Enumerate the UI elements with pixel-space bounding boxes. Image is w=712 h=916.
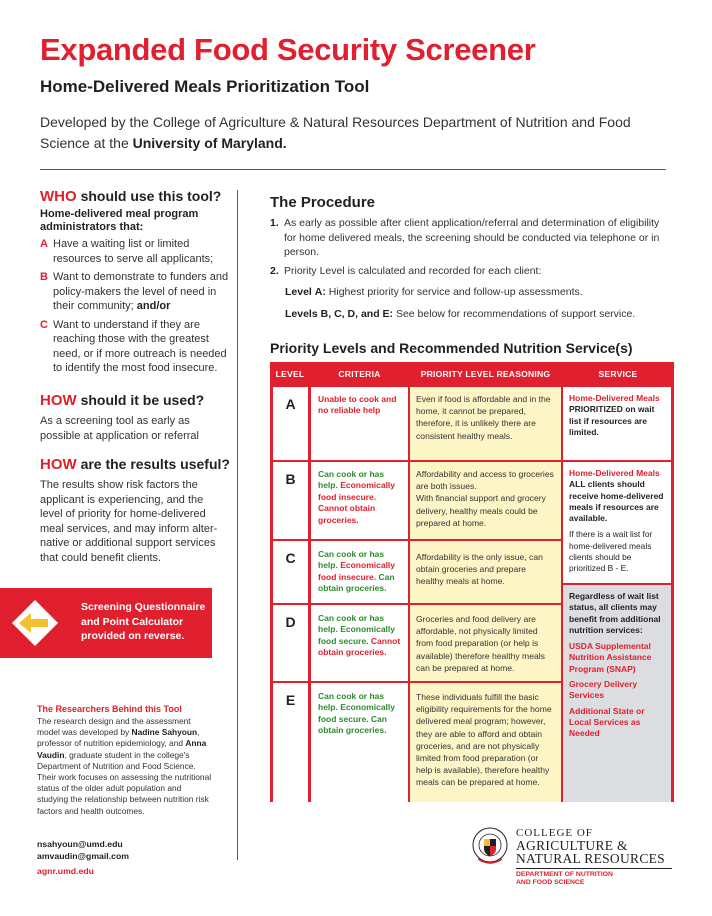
reasoning-cell: Affordability is the only issue, can obtain groceries and prepare healthy meals at home. bbox=[410, 541, 561, 603]
arrow-left-icon bbox=[6, 594, 64, 652]
criteria-cell: Can cook or has help. Economically food insecure. Cannot obtain groceries. bbox=[311, 462, 408, 539]
developer-text: Developed by the College of Agriculture & Natural Resources Department of Nutrition and Food Science at the bbox=[40, 114, 631, 151]
level-cell: D bbox=[273, 605, 308, 681]
level-cell: E bbox=[273, 683, 308, 802]
criteria-cell: Can cook or has help. Economically food secure. Can obtain groceries. bbox=[311, 683, 408, 802]
service-cell: Home-Delivered Meals PRIORITIZED on wait list if resources are limited. bbox=[563, 387, 671, 460]
page-title: Expanded Food Security Screener bbox=[40, 32, 536, 67]
who-heading: WHO should use this tool? bbox=[40, 188, 222, 205]
college-logo bbox=[472, 827, 672, 887]
how-useful-heading: HOW are the results useful? bbox=[40, 456, 230, 473]
procedure-title: The Procedure bbox=[270, 194, 376, 211]
table-title: Priority Levels and Recommended Nutrition Service(s) bbox=[270, 340, 633, 356]
reasoning-cell: Affordability and access to groceries are both issues. With financial support and grocery delivery, healthy meals could be prepared at home. bbox=[410, 462, 561, 539]
procedure-step: 2. Priority Level is calculated and recorded for each client: bbox=[270, 265, 542, 277]
level-a-description: Level A: Highest priority for service and follow-up assessments. bbox=[285, 286, 583, 298]
table-header: LEVEL bbox=[275, 369, 305, 379]
logo-divider bbox=[516, 868, 672, 869]
list-item: A Have a waiting list or limited resources to serve all applicants; bbox=[40, 238, 214, 265]
how-used-heading: HOW should it be used? bbox=[40, 392, 205, 409]
column-divider bbox=[237, 190, 238, 860]
criteria-cell: Can cook or has help. Economically food secure. Cannot obtain groceries. bbox=[311, 605, 408, 681]
page-subtitle: Home-Delivered Meals Prioritization Tool bbox=[40, 77, 370, 96]
criteria-cell: Unable to cook and no reliable help bbox=[311, 387, 408, 460]
level-cell: B bbox=[273, 462, 308, 539]
email-link[interactable]: amvaudin@gmail.com bbox=[37, 851, 129, 861]
levels-bcde-description: Levels B, C, D, and E: See below for recommendations of support service. bbox=[285, 308, 636, 320]
contacts bbox=[37, 838, 129, 877]
university-seal-icon bbox=[472, 827, 508, 869]
who-intro: Home-delivered meal program administrators that: bbox=[40, 208, 199, 233]
level-cell: A bbox=[273, 387, 308, 460]
list-item: B Want to demonstrate to funders and policy-makers the level of need in their community; and/or bbox=[40, 271, 229, 312]
criteria-cell: Can cook or has help. Economically food insecure. Can obtain groceries. bbox=[311, 541, 408, 603]
list-item: C Want to understand if they are reaching those with the greatest need, or if more outreach is needed to identify the most food insecure. bbox=[40, 318, 227, 374]
reasoning-cell: These individuals fulfill the basic eligibility requirements for the home delivered meal program; however, they are able to afford and obtain groceries, and are not physically limited from food preparation (or help is available), therefore healthy meals can be prepared at home. bbox=[410, 683, 561, 802]
logo-department: DEPARTMENT OF NUTRITION bbox=[516, 871, 613, 878]
logo-department: AND FOOD SCIENCE bbox=[516, 879, 585, 886]
reasoning-cell: Groceries and food delivery are affordable, not physically limited from food preparation (or help is available) therefore healthy meals can be prepared at home. bbox=[410, 605, 561, 681]
university-name: University of Maryland. bbox=[132, 135, 287, 151]
table-header: PRIORITY LEVEL REASONING bbox=[420, 369, 551, 379]
researchers-text: The research design and the assessment model was developed by Nadine Sahyoun, professor of nutrition epidemiology, and Anna Vaudin, graduate student in the college's Department of Nutrition and Food Science. Their work focuses on assessing the nutritional status of the older adult population and studying the relationship between nutrition risk factors and health outcomes. bbox=[37, 716, 212, 816]
reverse-callout bbox=[0, 588, 212, 658]
developer-statement bbox=[40, 112, 680, 154]
email-link[interactable]: nsahyoun@umd.edu bbox=[37, 839, 123, 849]
logo-line: COLLEGE OF bbox=[516, 827, 593, 839]
website-link[interactable]: agnr.umd.edu bbox=[37, 866, 94, 876]
service-cell: Home-Delivered Meals ALL clients should receive home-delivered meals if resources are available. If there is a wait list for home-delivered meals clients should be prioritized B - E. bbox=[563, 462, 671, 583]
header-divider bbox=[40, 169, 666, 170]
how-useful-text: The results show risk factors the applicant is experiencing, and the level of priority for home-delivered meal services, and may inform alter-native or additional support services that could benefit clients. bbox=[40, 479, 218, 564]
reasoning-cell: Even if food is affordable and in the home, it cannot be prepared, therefore, it is unlikely there are consistent healthy meals. bbox=[410, 387, 561, 460]
how-used-text: As a screening tool as early as possible at application or referral bbox=[40, 415, 199, 442]
logo-line: AGRICULTURE & bbox=[516, 838, 628, 853]
table-header: SERVICE bbox=[598, 369, 638, 379]
logo-line: NATURAL RESOURCES bbox=[516, 851, 665, 866]
level-cell: C bbox=[273, 541, 308, 603]
researchers-title: The Researchers Behind this Tool bbox=[37, 704, 182, 714]
who-section bbox=[40, 208, 230, 376]
procedure-step: 1. As early as possible after client application/referral and determination of eligibility for home delivered meals, the screening should be conducted via telephone or in person. bbox=[270, 217, 660, 258]
service-cell: Regardless of wait list status, all clients may benefit from additional nutrition services: USDA Supplemental Nutrition Assistance Program (SNAP) Grocery Delivery Services Additional State or Local Services as Needed bbox=[563, 585, 671, 802]
table-header: CRITERIA bbox=[338, 369, 381, 379]
callout-text: Screening Questionnaire and Point Calculator provided on reverse. bbox=[81, 601, 206, 642]
